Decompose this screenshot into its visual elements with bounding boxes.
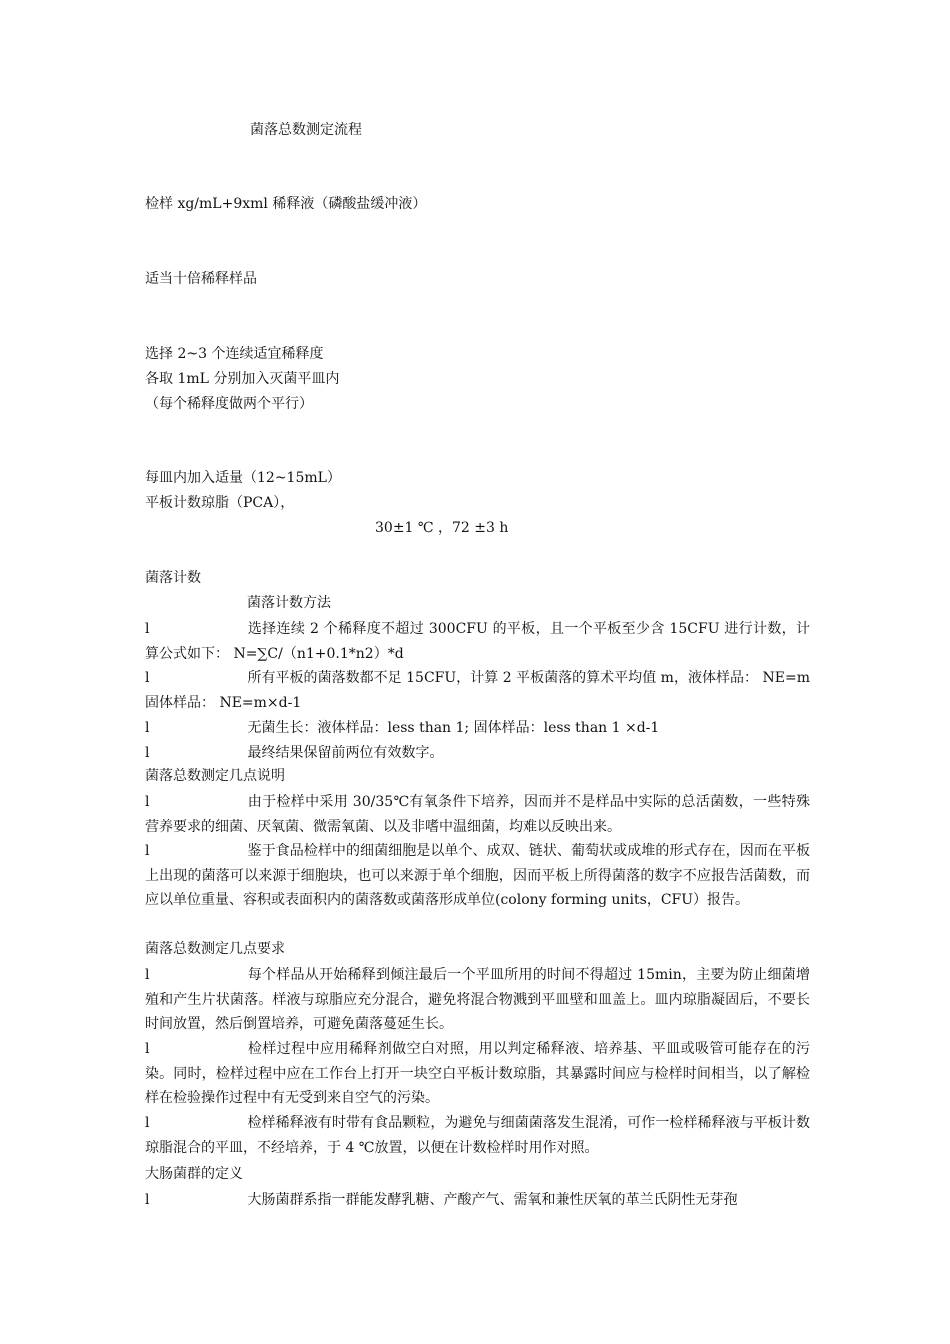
requirement-item-text: 检样过程中应用稀释剂做空白对照，用以判定稀释液、培养基、平皿或吸管可能存在的污染。同时，检样过程中应在工作台上打开一块空白平板计数琼脂，其暴露时间应与检样时间相当，以了解检样在检验操作过程中有无受到来自空气的污染。 [145, 1041, 810, 1106]
flow-step-pour: 每皿内加入适量（12~15mL） [145, 470, 341, 486]
note-item [145, 839, 810, 913]
coliform-item [145, 1188, 810, 1213]
bullet-marker: l [145, 670, 150, 686]
note-item-text: 鉴于食品检样中的细菌细胞是以单个、成双、链状、葡萄状或成堆的形式存在，因而在平板上出现的菌落可以来源于细胞块，也可以来源于单个细胞，因而平板上所得菌落的数字不应报告活菌数，而应以单位重量、容积或表面积内的菌落数或菌落形成单位(colony forming units，CFU）报告。 [145, 843, 810, 908]
counting-item-text: 选择连续 2 个稀释度不超过 300CFU 的平板，且一个平板至少含 15CFU 进行计数，计算公式如下： N=∑C/（n1+0.1*n2）*d [145, 621, 810, 662]
counting-item [145, 716, 810, 741]
note-item [145, 790, 810, 839]
bullet-marker: l [145, 967, 150, 983]
note-item-text: 由于检样中采用 30/35℃有氧条件下培养，因而并不是样品中实际的总活菌数，一些特殊营养要求的细菌、厌氧菌、微需氧菌、以及非嗜中温细菌，均难以反映出来。 [145, 794, 810, 835]
coliform-item-text: 大肠菌群系指一群能发酵乳糖、产酸产气、需氧和兼性厌氧的革兰氏阴性无芽孢 [247, 1192, 738, 1208]
bullet-marker: l [145, 621, 150, 637]
flow-step-dilute: 适当十倍稀释样品 [145, 271, 257, 287]
notes-heading: 菌落总数测定几点说明 [145, 768, 285, 784]
flow-step-parallel: （每个稀释度做两个平行） [145, 396, 313, 412]
requirement-item [145, 1037, 810, 1111]
counting-item-text: 无菌生长：液体样品：less than 1; 固体样品：less than 1 ×d-1 [247, 720, 660, 736]
counting-method-heading: 菌落计数方法 [247, 595, 331, 611]
flow-step-count: 菌落计数 [145, 570, 201, 586]
counting-item [145, 741, 810, 766]
requirement-item-text: 每个样品从开始稀释到倾注最后一个平皿所用的时间不得超过 15min，主要为防止细菌增殖和产生片状菌落。样液与琼脂应充分混合，避免将混合物溅到平皿壁和皿盖上。皿内琼脂凝固后，不要长时间放置，然后倒置培养，可避免菌落蔓延生长。 [145, 967, 810, 1032]
requirement-item-text: 检样稀释液有时带有食品颗粒，为避免与细菌菌落发生混淆，可作一检样稀释液与平板计数琼脂混合的平皿，不经培养，于 4 ℃放置，以便在计数检样时用作对照。 [145, 1115, 810, 1156]
counting-item-text: 最终结果保留前两位有效数字。 [247, 745, 444, 761]
bullet-marker: l [145, 1192, 150, 1208]
coliform-heading: 大肠菌群的定义 [145, 1166, 243, 1182]
incubation-condition: 30±1 ℃ ，72 ±3 h [375, 520, 509, 536]
counting-item [145, 666, 810, 715]
bullet-marker: l [145, 720, 150, 736]
flow-step-agar: 平板计数琼脂（PCA）， [145, 495, 295, 511]
requirement-item [145, 1111, 810, 1160]
bullet-marker: l [145, 1115, 150, 1131]
requirement-item [145, 963, 810, 1037]
counting-item-text: 所有平板的菌落数都不足 15CFU，计算 2 平板菌落的算术平均值 m，液体样品： NE=m 固体样品： NE=m×d-1 [145, 670, 810, 711]
page-title: 菌落总数测定流程 [250, 122, 362, 138]
flow-step-select: 选择 2~3 个连续适宜稀释度 [145, 346, 324, 362]
flow-step-transfer: 各取 1mL 分别加入灭菌平皿内 [145, 371, 340, 387]
bullet-marker: l [145, 745, 150, 761]
requirements-heading: 菌落总数测定几点要求 [145, 941, 285, 957]
flow-step-sample: 检样 xg/mL+9xml 稀释液（磷酸盐缓冲液） [145, 196, 427, 212]
counting-item [145, 617, 810, 666]
bullet-marker: l [145, 794, 150, 810]
bullet-marker: l [145, 843, 150, 859]
bullet-marker: l [145, 1041, 150, 1057]
